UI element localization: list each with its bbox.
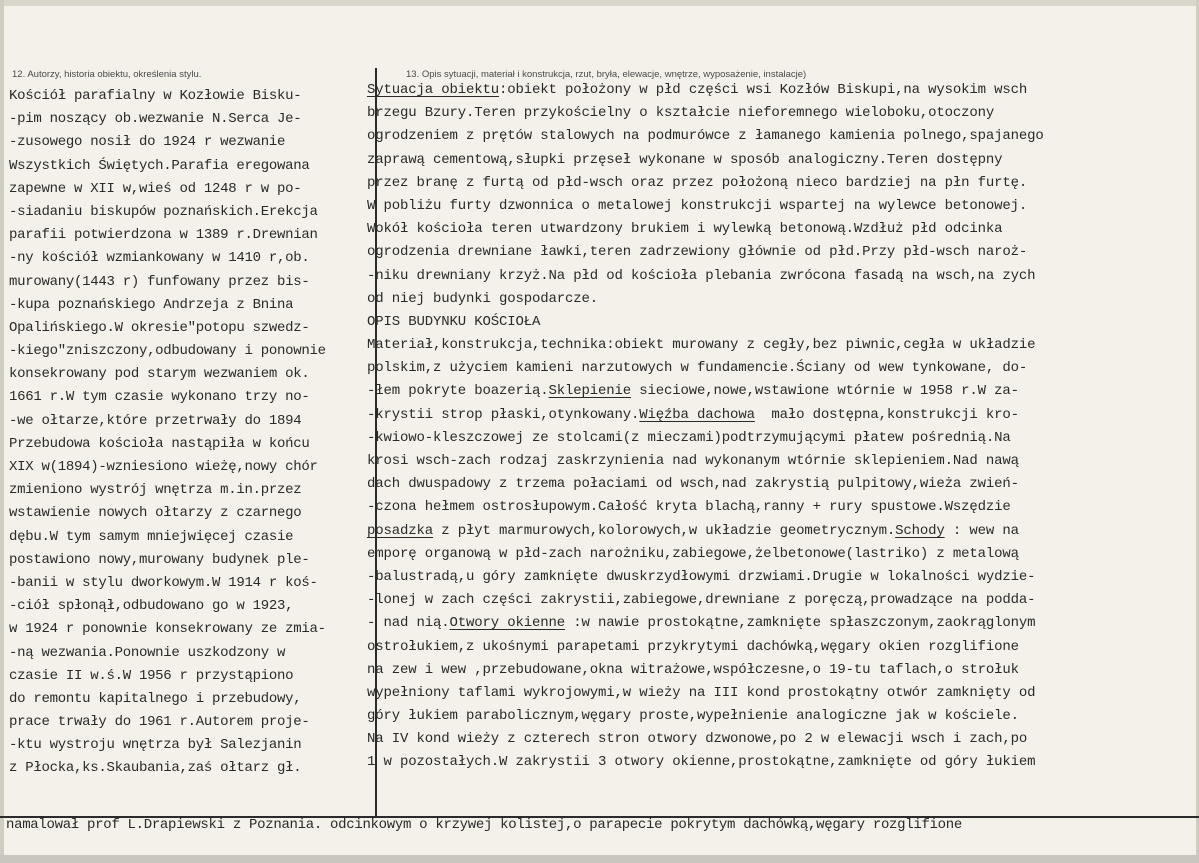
description-line <box>367 682 1197 705</box>
description-line <box>367 450 1197 473</box>
description-line <box>367 265 1197 288</box>
history-line: zapewne w XII w,wieś od 1248 r w po- <box>9 180 302 197</box>
line-text: góry łukiem parabolicznym,węgary proste,wypełnienie analogiczne jak w kościele. <box>367 708 1019 725</box>
description-line <box>367 334 1197 357</box>
history-line: -pim noszący ob.wezwanie N.Serca Je- <box>9 111 302 128</box>
line-text: z płyt marmurowych,kolorowych,w układzie geometrycznym. <box>433 522 896 539</box>
description-line <box>367 125 1197 148</box>
history-line: -ną wezwania.Ponownie uszkodzony w <box>9 644 286 661</box>
line-text: -balustradą,u góry zamknięte dwuskrzydłowymi drzwiami.Drugie w lokalności wydzie- <box>367 568 1036 585</box>
history-line: -kupa poznańskiego Andrzeja z Bnina <box>9 296 294 313</box>
description-line <box>367 102 1197 125</box>
sheet-edge-top <box>0 0 1199 6</box>
line-text: sieciowe,nowe,wstawione wtórnie w 1958 r.W za- <box>631 383 1019 400</box>
history-line: wstawienie nowych ołtarzy z czarnego <box>9 505 302 522</box>
line-text: -lonej w zach części zakrystii,zabiegowe,drewniane z poręczą,prowadzące na podda- <box>367 592 1036 609</box>
line-text: krosi wsch-zach rodzaj zaskrzynienia nad wykonanym wtórnie sklepieniem.Nad nawą <box>367 453 1019 469</box>
line-text: brzegu Bzury.Teren przykościelny o kształcie nieforemnego wieloboku,otoczony <box>367 105 995 122</box>
line-text: - nad nią. <box>367 615 450 632</box>
line-text: Materiał,konstrukcja,technika:obiekt murowany z cegły,bez piwnic,cegła w układzie <box>367 337 1036 354</box>
description-line <box>367 195 1197 218</box>
line-text: -łem pokryte boazerią. <box>367 383 549 400</box>
line-text: OPIS BUDYNKU KOŚCIOŁA <box>367 313 541 330</box>
history-line: postawiono nowy,murowany budynek ple- <box>9 551 310 568</box>
description-line <box>367 79 1197 102</box>
history-line: czasie II w.ś.W 1956 r przystąpiono <box>9 667 294 684</box>
line-text: przez branę z furtą od płd-wsch oraz przez położoną nieco bardziej na płn furtę. <box>367 174 1028 191</box>
history-line: murowany(1443 r) funfowany przez bis- <box>9 273 310 290</box>
sheet-edge-left <box>0 0 4 863</box>
history-line: -ny kościół wzmiankowany w 1410 r,ob. <box>9 250 310 267</box>
line-text: Wokół kościoła teren utwardzony brukiem i wylewką betonową.Wzdłuż płd odcinka <box>367 221 1003 238</box>
history-line: -ktu wystroju wnętrza był Salezjanin <box>9 737 302 754</box>
line-text: ogrodzeniem z prętów stalowych na podmurówce z łamanego kamienia polnego,spajanego <box>367 128 1044 145</box>
description-line <box>367 357 1197 380</box>
history-line: -ciół spłonął,odbudowano go w 1923, <box>9 598 294 615</box>
section-12-header: 12. Autorzy, historia obiektu, określenia stylu. <box>12 69 202 80</box>
description-line <box>367 380 1197 403</box>
underlined-heading: Otwory okienne <box>449 615 566 632</box>
description-line <box>367 636 1197 659</box>
line-text: 1 w pozostałych.W zakrystii 3 otwory okienne,prostokątne,zamknięte od góry łukiem <box>367 754 1036 771</box>
line-text: mało dostępna,konstrukcji kro- <box>754 406 1019 423</box>
line-text: :w nawie prostokątne,zamknięte spłaszczonym,zaokrąglonym <box>565 615 1036 632</box>
history-line: Kościół parafialny w Kozłowie Bisku- <box>9 88 302 104</box>
description-line <box>367 427 1197 450</box>
description-line <box>367 172 1197 195</box>
description-line <box>367 404 1197 427</box>
history-line: -kiego"zniszczony,odbudowany i ponownie <box>9 343 326 360</box>
line-text: : wew na <box>944 522 1019 539</box>
description-line <box>367 612 1197 635</box>
underlined-heading: posadzka <box>367 522 434 539</box>
line-text: -niku drewniany krzyż.Na płd od kościoła plebania zwrócona fasadą na wsch,na zych <box>367 267 1036 284</box>
underlined-heading: Sklepienie <box>548 383 632 400</box>
history-line: z Płocka,ks.Skaubania,zaś ołtarz gł. <box>9 760 302 777</box>
history-line: Przebudowa kościoła nastąpiła w końcu <box>9 435 310 452</box>
history-line: Opalińskiego.W okresie"potopu szwedz- <box>9 319 310 336</box>
history-line: w 1924 r ponownie konsekrowany ze zmia- <box>9 621 326 638</box>
history-line: do remontu kapitalnego i przebudowy, <box>9 690 302 707</box>
line-text: na zew i wew ,przebudowane,okna witrażowe,współczesne,o 19-tu taflach,o strołuk <box>367 661 1019 678</box>
description-line <box>367 751 1197 774</box>
history-line: -we ołtarze,które przetrwały do 1894 <box>9 412 302 429</box>
history-line: konsekrowany pod starym wezwaniem ok. <box>9 366 310 383</box>
description-line <box>367 705 1197 728</box>
description-line <box>367 311 1197 334</box>
history-line: XIX w(1894)-wzniesiono wieżę,nowy chór <box>9 459 318 475</box>
line-text: dach dwuspadowy z trzema połaciami od wsch,nad zakrystią pulpitowy,wieża zwień- <box>367 476 1019 493</box>
description-line <box>367 218 1197 241</box>
history-line: prace trwały do 1961 r.Autorem proje- <box>9 714 310 731</box>
history-line: Wszystkich Świętych.Parafia eregowana <box>9 157 310 174</box>
description-line <box>367 566 1197 589</box>
history-line: -zusowego nosił do 1924 r wezwanie <box>9 134 286 151</box>
history-line: dębu.W tym samym mniejwięcej czasie <box>9 528 294 545</box>
underlined-heading: Więźba dachowa <box>639 406 755 423</box>
line-text: ostrołukiem,z ukośnymi parapetami przykrytymi dachówką,węgary okien rozglifione <box>367 638 1019 655</box>
footer-line: namalował prof L.Drapiewski z Poznania. odcinkowym o krzywej kolistej,o parapecie pokrytym dachówką,węgary rozglifione <box>6 817 962 833</box>
description-line <box>367 473 1197 496</box>
history-line: -banii w stylu dworkowym.W 1914 r koś- <box>9 574 318 591</box>
section-13-header: 13. Opis sytuacji, materiał i konstrukcja, rzut, bryła, elewacje, wnętrze, wyposażenie, instalacje) <box>406 69 807 80</box>
line-text: od niej budynki gospodarcze. <box>367 290 599 307</box>
description-column <box>367 79 1197 775</box>
line-text: polskim,z użyciem kamieni narzutowych w fundamencie.Ściany od wew tynkowane, do- <box>367 360 1028 377</box>
history-line: -siadaniu biskupów poznańskich.Erekcja <box>9 203 318 220</box>
line-text: wypełniony taflami wykrojowymi,w wieży na III kond prostokątny otwór zamknięty od <box>367 684 1036 701</box>
history-line: zmieniono wystrój wnętrza m.in.przez <box>9 482 302 499</box>
history-line: 1661 r.W tym czasie wykonano trzy no- <box>9 389 310 406</box>
underlined-heading: Schody <box>895 522 945 539</box>
description-line <box>367 728 1197 751</box>
sheet-edge-bottom <box>0 855 1199 863</box>
description-line <box>367 241 1197 264</box>
line-text: emporę organową w płd-zach narożniku,zabiegowe,żelbetonowe(lastriko) z metalową <box>367 545 1019 562</box>
line-text: Na IV kond wieży z czterech stron otwory dzwonowe,po 2 w elewacji wsch i zach,po <box>367 731 1028 748</box>
line-text: -kwiowo-kleszczowej ze stolcami(z mieczami)podtrzymującymi płatew pośrednią.Na <box>367 429 1011 446</box>
description-line <box>367 288 1197 311</box>
line-text: :obiekt położony w płd części wsi Kozłów Biskupi,na wysokim wsch <box>499 82 1028 98</box>
history-column <box>9 85 375 781</box>
description-line <box>367 659 1197 682</box>
line-text: -czona hełmem ostrosłupowym.Całość kryta blachą,ranny + rury spustowe.Wszędzie <box>367 499 1011 516</box>
line-text: ogrodzenia drewniane ławki,teren zadrzewiony głównie od płd.Przy płd-wsch naroż- <box>367 244 1028 261</box>
underlined-heading: Sytuacja obiektu <box>367 82 500 98</box>
description-line <box>367 589 1197 612</box>
description-line <box>367 520 1197 543</box>
history-line: parafii potwierdzona w 1389 r.Drewnian <box>9 227 318 244</box>
description-line <box>367 149 1197 172</box>
line-text: W pobliżu furty dzwonnica o metalowej konstrukcji wspartej na wylewce betonowej. <box>367 197 1028 214</box>
description-line <box>367 496 1197 519</box>
line-text: -krystii strop płaski,otynkowany. <box>367 406 640 423</box>
line-text: zaprawą cementową,słupki przęseł wykonane w sposób analogiczny.Teren dostępny <box>367 151 1003 168</box>
description-line <box>367 543 1197 566</box>
